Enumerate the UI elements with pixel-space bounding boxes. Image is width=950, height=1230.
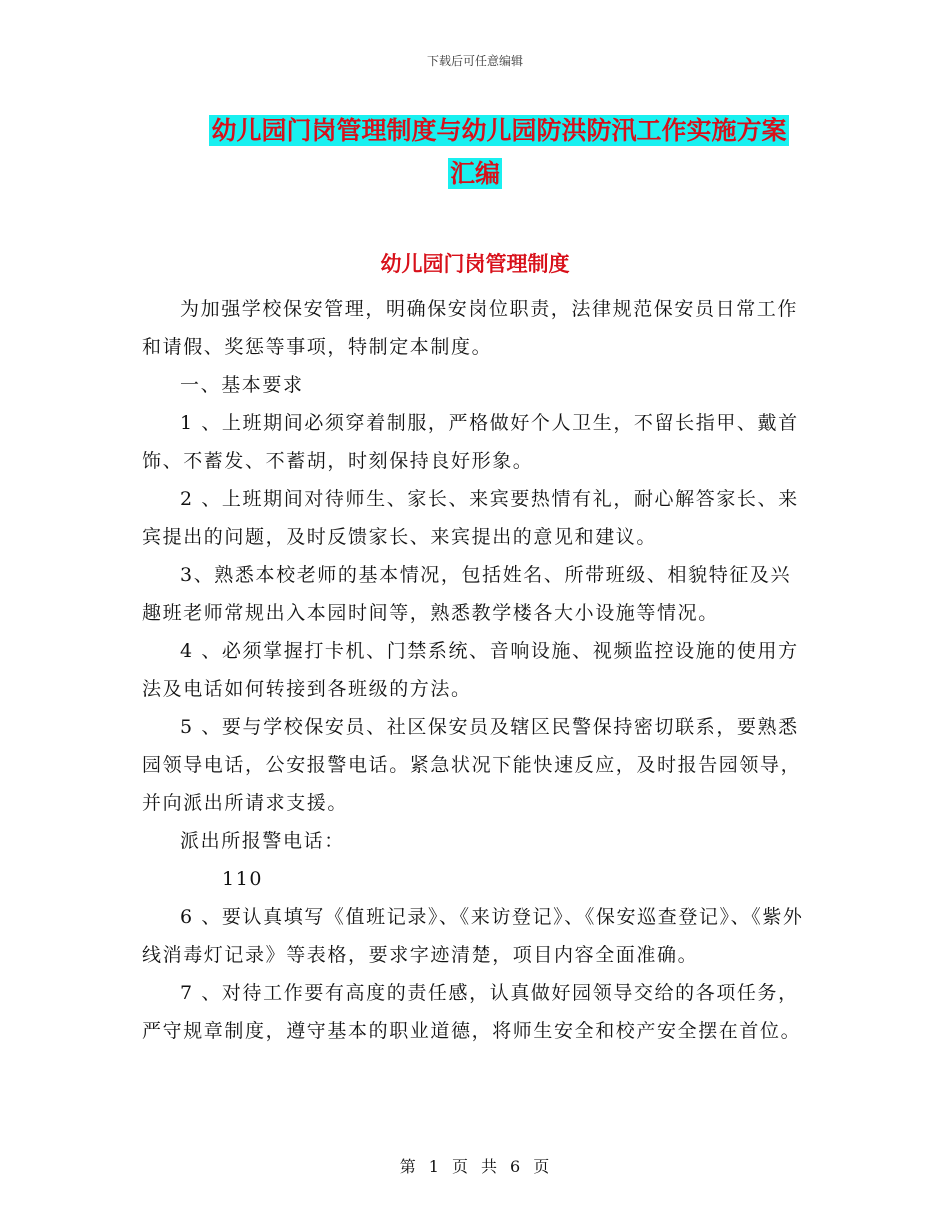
footer-page-current: 1	[428, 1157, 440, 1176]
paragraph-item-3: 3、熟悉本校老师的基本情况，包括姓名、所带班级、相貌特征及兴趣班老师常规出入本园时间等，熟悉教学楼各大小设施等情况。	[142, 564, 792, 624]
paragraph-item-7: 7 、对待工作要有高度的责任感，认真做好园领导交给的各项任务，严守规章制度，遵守基本的职业道德，将师生安全和校产安全摆在首位。	[142, 982, 802, 1042]
page-footer	[0, 1154, 950, 1177]
document-title-line-2	[0, 157, 950, 191]
paragraph-intro: 为加强学校保安管理，明确保安岗位职责，法律规范保安员日常工作和请假、奖惩等事项，特制定本制度。	[142, 298, 799, 358]
section-title: 幼儿园门岗管理制度	[380, 251, 570, 276]
header-note: 下载后可任意编辑	[426, 54, 523, 68]
footer-page-label: 第	[399, 1157, 417, 1176]
document-title-text-2: 汇编	[449, 159, 500, 188]
footer-page-word: 页	[451, 1157, 469, 1176]
footer-total-word: 页	[533, 1157, 551, 1176]
paragraph-heading-basic-requirements: 一、基本要求	[180, 374, 304, 396]
paragraph-police-label: 派出所报警电话：	[180, 830, 345, 852]
police-phone-number: 110	[222, 868, 264, 890]
paragraph-item-1: 1 、上班期间必须穿着制服，严格做好个人卫生，不留长指甲、戴首饰、不蓄发、不蓄胡，时刻保持良好形象。	[142, 412, 799, 472]
document-body	[142, 290, 810, 1050]
footer-total-label: 共	[481, 1157, 499, 1176]
paragraph-item-2: 2 、上班期间对待师生、家长、来宾要热情有礼，耐心解答家长、来宾提出的问题，及时反馈家长、来宾提出的意见和建议。	[142, 488, 799, 548]
paragraph-item-4: 4 、必须掌握打卡机、门禁系统、音响设施、视频监控设施的使用方法及电话如何转接到各班级的方法。	[142, 640, 799, 700]
footer-page-total: 6	[510, 1157, 522, 1176]
paragraph-item-6: 6 、要认真填写《值班记录》、《来访登记》、《保安巡查登记》、《紫外线消毒灯记录》等表格，要求字迹清楚，项目内容全面准确。	[142, 906, 804, 966]
document-title-line-1	[0, 114, 950, 148]
paragraph-item-5: 5 、要与学校保安员、社区保安员及辖区民警保持密切联系，要熟悉园领导电话，公安报警电话。紧急状况下能快速反应，及时报告园领导，并向派出所请求支援。	[142, 716, 802, 814]
document-title-text-1: 幼儿园门岗管理制度与幼儿园防洪防汛工作实施方案	[211, 116, 787, 145]
